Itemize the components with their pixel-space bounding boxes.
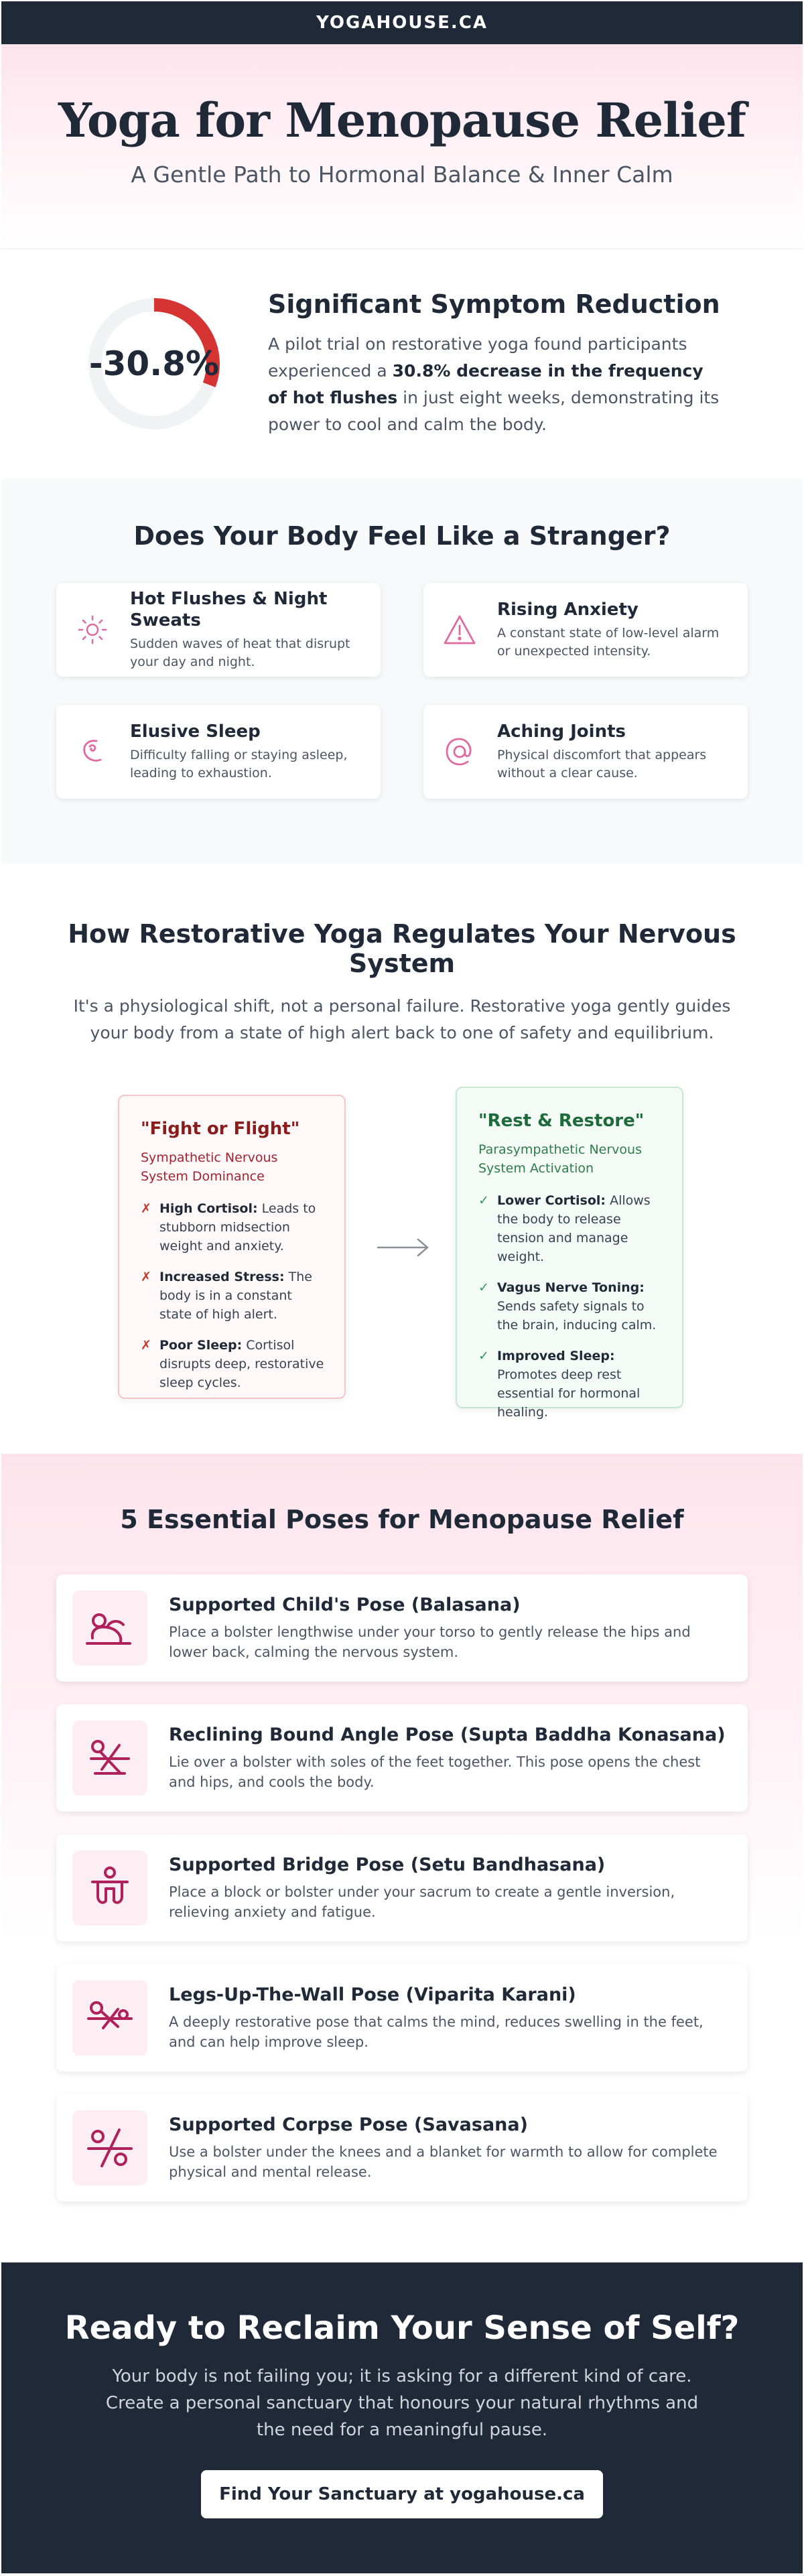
cta-title: Ready to Reclaim Your Sense of Self? bbox=[64, 2309, 740, 2347]
arrow-right-icon bbox=[375, 1234, 431, 1264]
check-icon: ✓ bbox=[478, 1280, 489, 1295]
check-icon: ✓ bbox=[478, 1193, 489, 1208]
pose-card bbox=[56, 2094, 748, 2201]
list-item bbox=[141, 1268, 324, 1324]
item-label: Lower Cortisol: bbox=[497, 1193, 606, 1208]
corpse-pose-icon bbox=[72, 2110, 147, 2185]
poses-title: 5 Essential Poses for Menopause Relief bbox=[120, 1505, 684, 1534]
rest-subtitle: Parasympathetic Nervous System Activation bbox=[478, 1142, 642, 1176]
cta-section bbox=[1, 2262, 803, 2573]
pose-title: Supported Bridge Pose (Setu Bandhasana) bbox=[169, 1854, 606, 1875]
pose-card bbox=[56, 1704, 748, 1812]
fight-or-flight-card bbox=[118, 1095, 346, 1399]
fight-subtitle: Sympathetic Nervous System Dominance bbox=[141, 1150, 278, 1184]
pose-desc: Lie over a bolster with soles of the feet together. This pose opens the chest and hips, and cools the body. bbox=[169, 1753, 701, 1790]
pose-desc: Use a bolster under the knees and a blanket for warmth to allow for complete physical and mental release. bbox=[169, 2143, 718, 2180]
moon-swirl-icon bbox=[72, 732, 113, 772]
item-text: Sends safety signals to the brain, inducing calm. bbox=[497, 1299, 657, 1333]
symptom-title: Hot Flushes & Night Sweats bbox=[130, 589, 328, 630]
symptom-title: Elusive Sleep bbox=[130, 722, 261, 742]
bridge-pose-icon bbox=[72, 1850, 147, 1925]
list-item bbox=[478, 1347, 662, 1422]
stat-title: Significant Symptom Reduction bbox=[268, 289, 720, 319]
rest-and-restore-card bbox=[456, 1087, 683, 1420]
symptom-desc: Sudden waves of heat that disrupt your day and night. bbox=[130, 636, 350, 669]
gauge-value: -30.8% bbox=[88, 344, 220, 383]
page-title: Yoga for Menopause Relief bbox=[58, 92, 746, 148]
pose-desc: A deeply restorative pose that calms the mind, reduces swelling in the feet, and can help improve sleep. bbox=[169, 2013, 704, 2050]
top-bar bbox=[1, 1, 803, 44]
childs-pose-icon bbox=[72, 1590, 147, 1666]
item-label: Poor Sleep: bbox=[159, 1338, 243, 1353]
symptoms-grid bbox=[56, 583, 748, 799]
symptom-title: Aching Joints bbox=[497, 722, 626, 742]
stat-text-after: in just eight weeks, demonstrating its power to cool and calm the body. bbox=[268, 388, 720, 434]
symptoms-section bbox=[1, 478, 803, 864]
item-text: Leads to stubborn midsection weight and anxiety. bbox=[159, 1201, 316, 1253]
pose-desc: Place a block or bolster under your sacrum to create a gentle inversion, relieving anxiety and fatigue. bbox=[169, 1883, 675, 1920]
page bbox=[1, 1, 803, 2573]
hero-section bbox=[1, 44, 803, 249]
item-text: Promotes deep rest essential for hormonal healing. bbox=[497, 1367, 641, 1420]
cta-text: Your body is not failing you; it is asking for a different kind of care. Create a personal sanctuary that honours your natural rhythms and the need for a meaningful pause. bbox=[105, 2366, 699, 2440]
pose-list bbox=[56, 1574, 748, 2201]
symptom-card bbox=[56, 583, 381, 677]
item-text: The body is in a constant state of high alert. bbox=[159, 1270, 312, 1322]
symptom-card bbox=[423, 583, 748, 677]
nervous-system-section bbox=[1, 864, 803, 1454]
cross-icon: ✗ bbox=[141, 1270, 151, 1284]
stat-text-strong: 30.8% decrease in the frequency of hot flushes bbox=[268, 361, 704, 407]
pose-title: Supported Corpse Pose (Savasana) bbox=[169, 2114, 528, 2135]
nervous-title: How Restorative Yoga Regulates Your Nervous System bbox=[68, 919, 736, 978]
cross-icon: ✗ bbox=[141, 1338, 151, 1353]
check-icon: ✓ bbox=[478, 1349, 489, 1363]
symptom-desc: Difficulty falling or staying asleep, leading to exhaustion. bbox=[130, 748, 348, 781]
sun-icon bbox=[72, 610, 113, 650]
list-item bbox=[478, 1191, 662, 1266]
pose-card bbox=[56, 1834, 748, 1942]
pose-title: Supported Child's Pose (Balasana) bbox=[169, 1594, 521, 1615]
item-text: Allows the body to release tension and manage weight. bbox=[497, 1193, 651, 1264]
symptom-card bbox=[423, 705, 748, 799]
item-label: High Cortisol: bbox=[159, 1201, 258, 1216]
stat-description bbox=[268, 331, 724, 438]
symptom-card bbox=[56, 705, 381, 799]
page-subtitle: A Gentle Path to Hormonal Balance & Inner Calm bbox=[131, 161, 673, 188]
pose-desc: Place a bolster lengthwise under your torso to gently release the hips and lower back, calming the nervous system. bbox=[169, 1623, 691, 1660]
list-item bbox=[141, 1336, 324, 1392]
state-comparison bbox=[1, 1087, 803, 1435]
stat-text bbox=[268, 289, 724, 438]
fight-list bbox=[141, 1199, 324, 1392]
legs-up-wall-icon bbox=[72, 1980, 147, 2055]
fight-title: "Fight or Flight" bbox=[141, 1119, 300, 1139]
symptom-title: Rising Anxiety bbox=[497, 600, 639, 620]
cta-button[interactable]: Find Your Sanctuary at yogahouse.ca bbox=[201, 2470, 603, 2518]
nervous-lead: It's a physiological shift, not a personal failure. Restorative yoga gently guides your body from a state of high alert back to one of safety and equilibrium. bbox=[73, 996, 731, 1042]
pose-card bbox=[56, 1574, 748, 1682]
symptoms-title: Does Your Body Feel Like a Stranger? bbox=[133, 521, 671, 551]
rest-title: "Rest & Restore" bbox=[478, 1111, 645, 1131]
rest-list bbox=[478, 1191, 662, 1422]
symptom-desc: A constant state of low-level alarm or unexpected intensity. bbox=[497, 626, 720, 659]
stat-text-before: A pilot trial on restorative yoga found participants experienced a bbox=[268, 334, 687, 381]
list-item bbox=[141, 1199, 324, 1256]
item-label: Improved Sleep: bbox=[497, 1349, 615, 1363]
pose-card bbox=[56, 1964, 748, 2072]
pose-title: Reclining Bound Angle Pose (Supta Baddha Konasana) bbox=[169, 1724, 726, 1745]
item-label: Vagus Nerve Toning: bbox=[497, 1280, 645, 1295]
bound-angle-icon bbox=[72, 1720, 147, 1795]
at-sign-icon bbox=[440, 732, 480, 772]
list-item bbox=[478, 1278, 662, 1335]
reduction-gauge bbox=[87, 297, 221, 431]
item-label: Increased Stress: bbox=[159, 1270, 285, 1284]
cross-icon: ✗ bbox=[141, 1201, 151, 1216]
symptom-desc: Physical discomfort that appears without a clear cause. bbox=[497, 748, 707, 781]
stat-section bbox=[1, 249, 803, 478]
brand-logo[interactable]: YOGAHOUSE.CA bbox=[316, 13, 488, 33]
warning-icon bbox=[440, 610, 480, 650]
poses-section bbox=[1, 1454, 803, 2262]
pose-title: Legs-Up-The-Wall Pose (Viparita Karani) bbox=[169, 1984, 576, 2005]
item-text: Cortisol disrupts deep, restorative sleep cycles. bbox=[159, 1338, 324, 1390]
